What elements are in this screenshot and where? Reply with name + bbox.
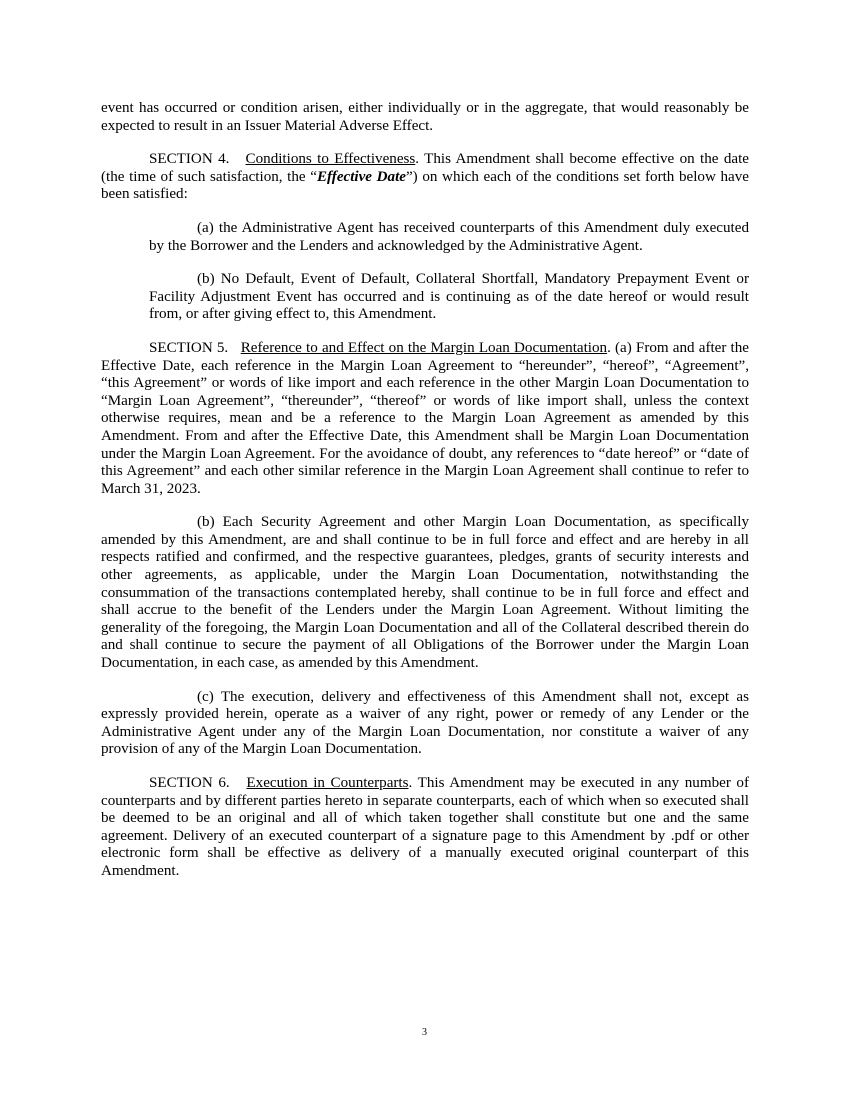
section-6-number: SECTION 6. xyxy=(149,775,230,791)
section-4-item-a: (a) the Administrative Agent has received counterparts of this Amendment duly executed by the Borrower and the Lenders and acknowledged by the Administrative Agent. xyxy=(149,219,749,254)
section-5-item-c: (c) The execution, delivery and effectiveness of this Amendment shall not, except as expressly provided herein, operate as a waiver of any right, power or remedy of any Lender or the Administrative Agent under any of the Margin Loan Documentation, nor constitute a waiver of any provision of any of the Margin Loan Documentation. xyxy=(101,688,749,758)
intro-paragraph: event has occurred or condition arisen, either individually or in the aggregate, that would reasonably be expected to result in an Issuer Material Adverse Effect. xyxy=(101,100,749,134)
section-6-paragraph xyxy=(101,775,749,881)
section-4-number: SECTION 4. xyxy=(149,151,230,168)
section-6-text: . This Amendment may be executed in any number of counterparts and by different parties hereto in separate counterparts, each of which when so executed shall be deemed to be an original and all of which taken together shall constitute but one and the same agreement. Delivery of an executed counterpart of a signature page to this Amendment by .pdf or other electronic form shall be effective as delivery of a manually executed original counterpart of this Amendment. xyxy=(101,775,750,879)
section-4-paragraph xyxy=(101,151,749,204)
page-number: 3 xyxy=(422,1027,427,1038)
section-5-item-b: (b) Each Security Agreement and other Margin Loan Documentation, as specifically amended by this Amendment, are and shall continue to be in full force and effect and are hereby in all respects ratified and confirmed, and the respective guarantees, pledges, grants of security interests and other agreements, as applicable, under the Margin Loan Documentation, notwithstanding the consummation of the transactions contemplated hereby, shall continue to be in full force and effect and shall accrue to the benefit of the Lenders under the Margin Loan Agreement. Without limiting the generality of the foregoing, the Margin Loan Documentation and all of the Collateral described therein do and shall continue to secure the payment of all Obligations of the Borrower under the Margin Loan Documentation, in each case, as amended by this Amendment. xyxy=(101,514,749,672)
section-5-text-a: . (a) From and after the Effective Date, each reference in the Margin Loan Agreement to “hereunder”, “hereof”, “Agreement”, “this Agreement” or words of like import and each reference in the other Margin Loan Documentation to “Margin Loan Agreement”, “thereunder”, “thereof” or words of like import shall, unless the context otherwise requires, mean and be a reference to the Margin Loan Agreement as amended by this Amendment. From and after the Effective Date, this Amendment shall be Margin Loan Documentation under the Margin Loan Agreement. For the avoidance of doubt, any references to “date hereof” or “date of this Agreement” and each other similar reference in the Margin Loan Agreement shall continue to refer to March 31, 2023. xyxy=(101,339,750,497)
section-6-heading: Execution in Counterparts xyxy=(246,775,409,791)
effective-date-term: Effective Date xyxy=(316,168,406,185)
section-4-text-2: ”) on which each of the conditions set forth below have been satisfied: xyxy=(101,168,749,203)
document-page xyxy=(101,100,749,897)
section-5-paragraph xyxy=(101,340,749,498)
section-4-item-b: (b) No Default, Event of Default, Collateral Shortfall, Mandatory Prepayment Event or Facility Adjustment Event has occurred and is continuing as of the date hereof or would result from, or after giving effect to, this Amendment. xyxy=(149,271,749,323)
section-5-number: SECTION 5. xyxy=(149,339,229,356)
section-5-heading: Reference to and Effect on the Margin Loan Documentation xyxy=(240,339,608,356)
section-4-text-1: . This Amendment shall become effective on the date (the time of such satisfaction, the “ xyxy=(101,151,749,185)
section-4-heading: Conditions to Effectiveness xyxy=(245,151,416,168)
